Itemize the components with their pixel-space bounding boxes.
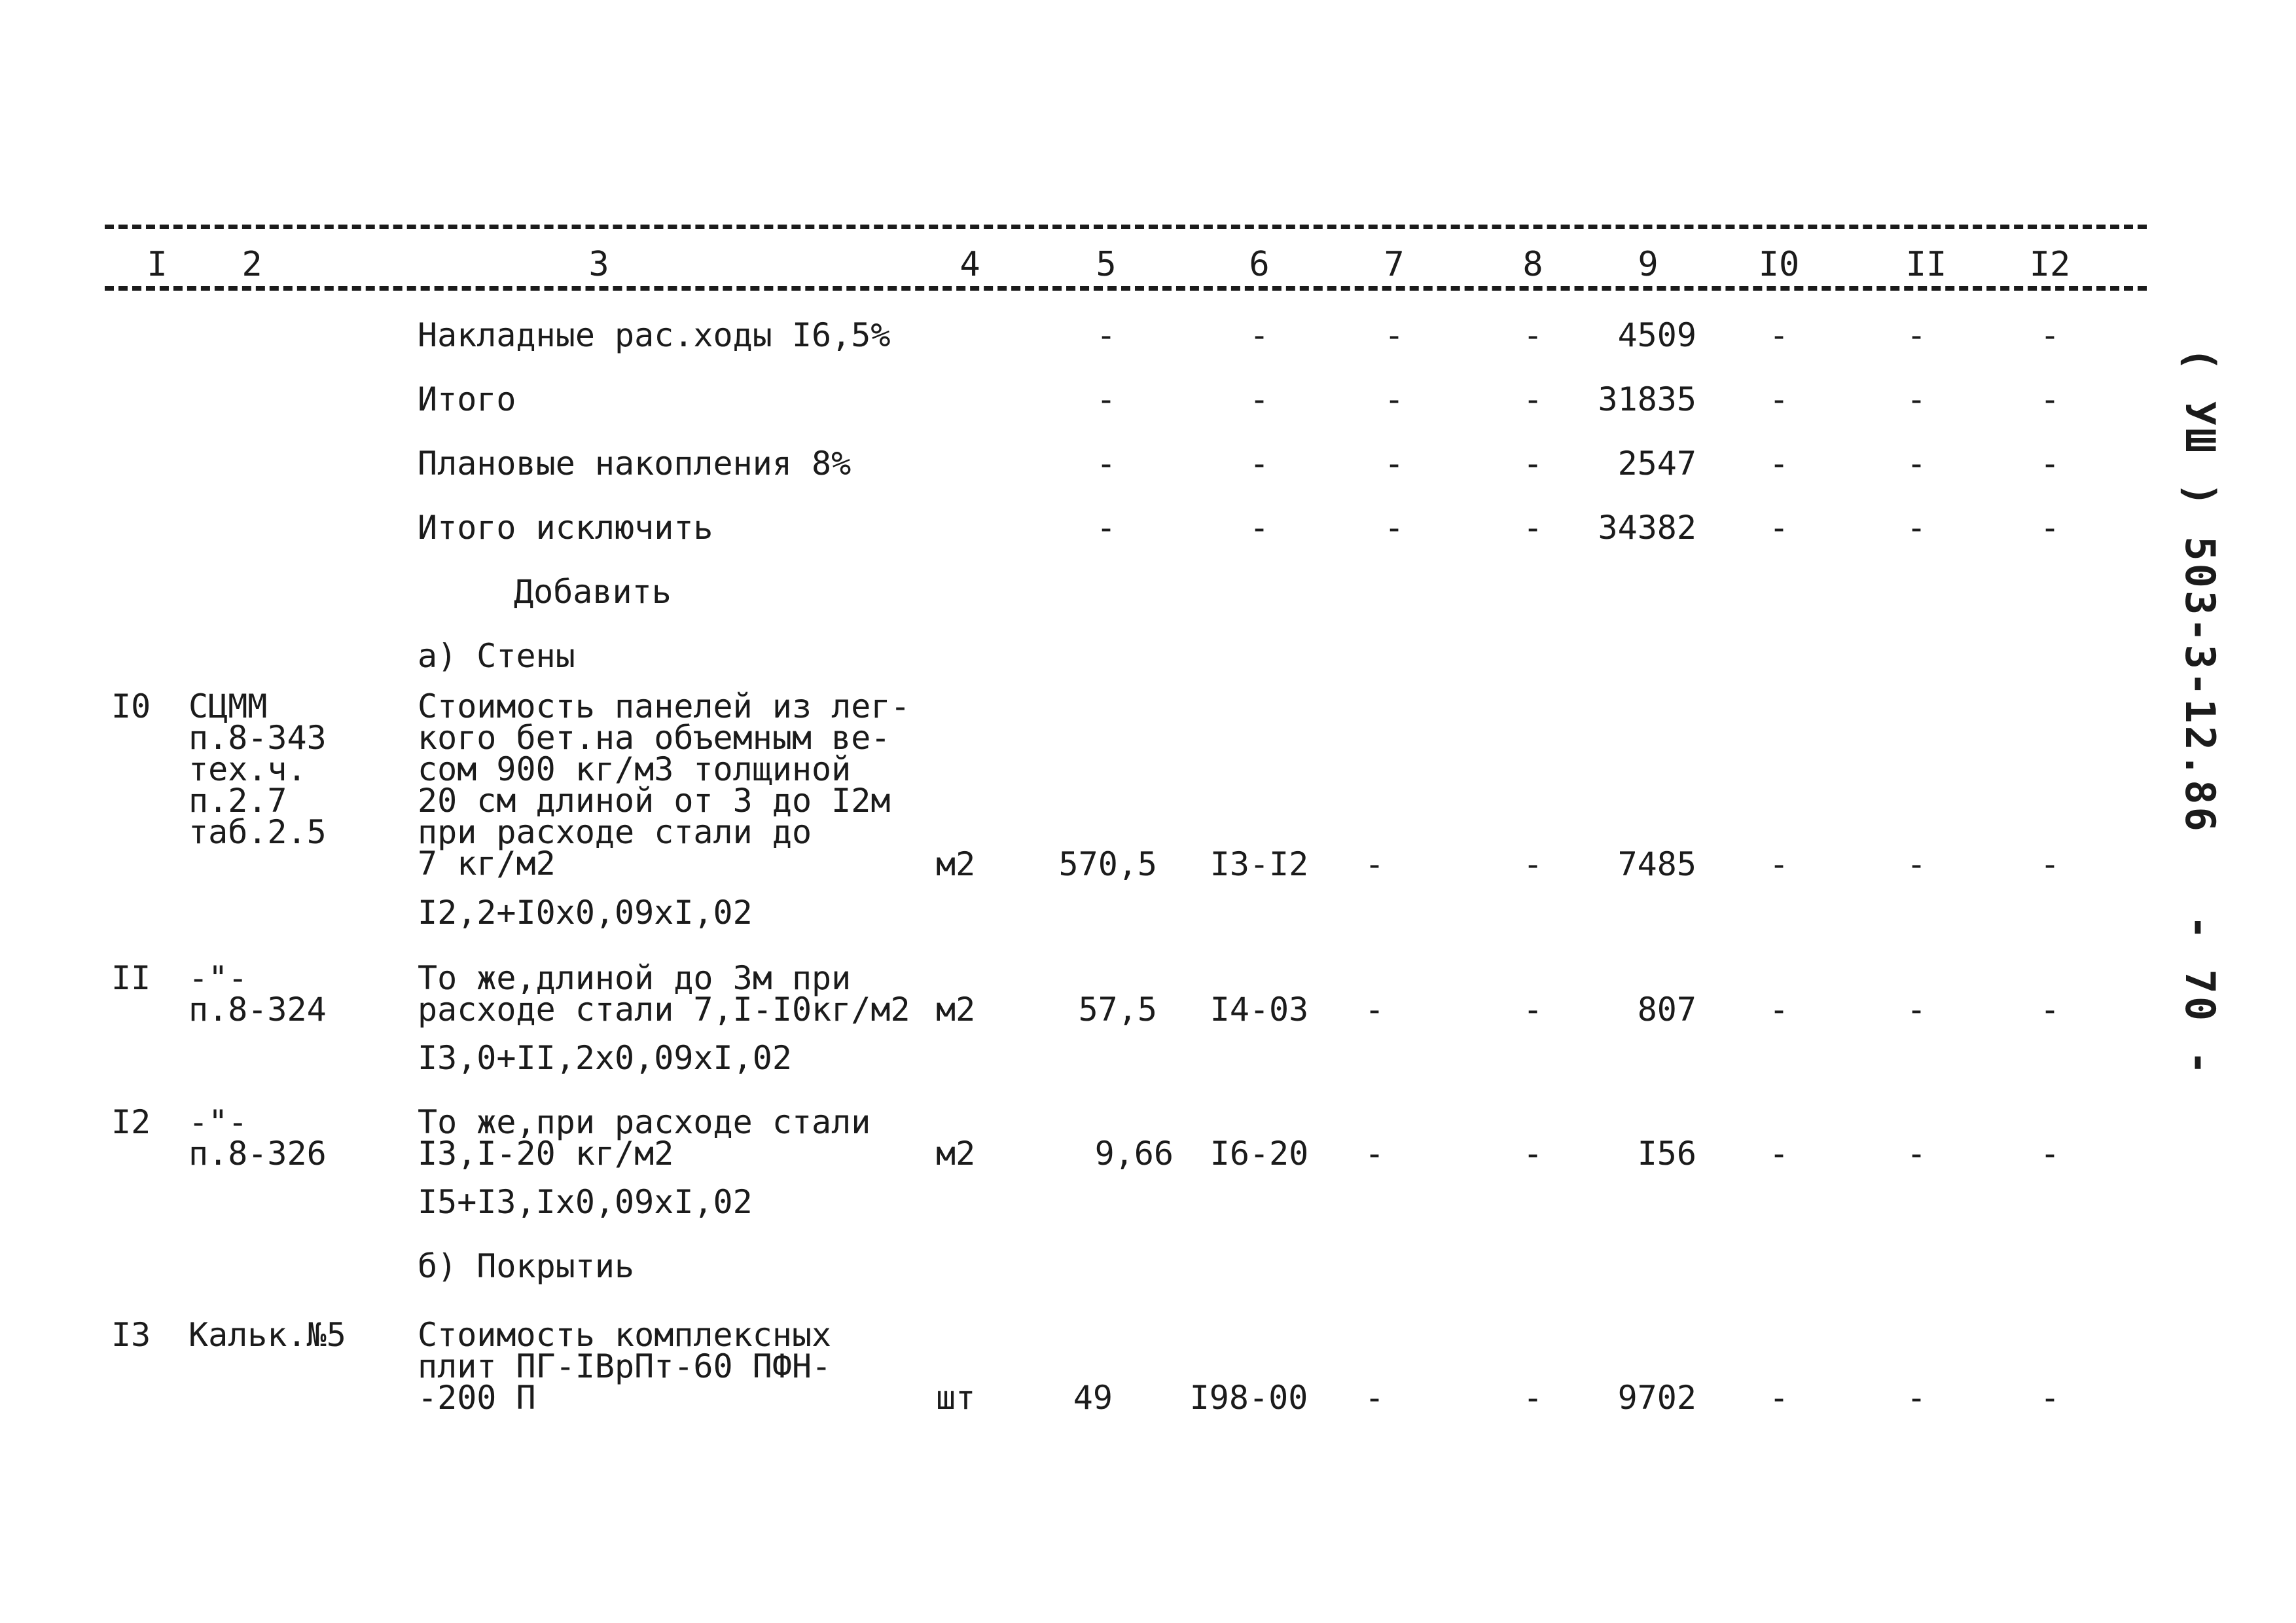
item-unit-price: I3-I2	[1210, 845, 1309, 883]
item-quantity: 49	[1073, 1379, 1113, 1417]
cell-col8: -	[1522, 1379, 1543, 1417]
cell-col6: -	[1249, 316, 1270, 354]
cell-col7: -	[1384, 316, 1405, 354]
item-reference: -"- п.8-326	[188, 1103, 327, 1173]
cell-col8: -	[1522, 845, 1543, 883]
col-header-5: 5	[1096, 245, 1117, 284]
cell-col6: -	[1249, 509, 1270, 547]
cell-col8: -	[1522, 316, 1543, 354]
cell-col10: -	[1768, 1379, 1789, 1417]
item-number: I0	[111, 687, 151, 725]
col-header-11: II	[1905, 245, 1947, 284]
cell-col5: -	[1096, 445, 1117, 483]
col-header-1: I	[147, 245, 168, 284]
cell-col6: -	[1249, 380, 1270, 418]
item-reference: -"- п.8-324	[188, 959, 327, 1029]
cell-col12: -	[2039, 445, 2060, 483]
item-number: I2	[111, 1103, 151, 1141]
item-number: I3	[111, 1316, 151, 1354]
cell-col12: -	[2039, 991, 2060, 1029]
col-header-9: 9	[1638, 245, 1659, 284]
cell-col7: -	[1384, 380, 1405, 418]
cell-col12: -	[2039, 845, 2060, 883]
item-unit-price: I4-03	[1210, 991, 1309, 1029]
item-reference: СЦММ п.8-343 тех.ч. п.2.7 таб.2.5	[188, 687, 327, 851]
section-add: Добавить	[514, 573, 672, 611]
item-description: Стоимость панелей из лег- кого бет.на объемным ве- сом 900 кг/м3 толщиной 20 см длиной от 3 до I2м при расходе стали до 7 кг/м2	[418, 687, 910, 883]
cell-col11: -	[1906, 445, 1927, 483]
cell-col9: 34382	[1598, 509, 1696, 547]
cell-col5: -	[1096, 316, 1117, 354]
cell-col11: -	[1906, 991, 1927, 1029]
cell-col12: -	[2039, 1135, 2060, 1173]
col-header-7: 7	[1384, 245, 1405, 284]
cell-col12: -	[2039, 316, 2060, 354]
cell-col10: -	[1768, 509, 1789, 547]
item-unit-price: I98-00	[1189, 1379, 1308, 1417]
col-header-2: 2	[242, 245, 262, 284]
cell-col7: -	[1364, 845, 1385, 883]
cell-col10: -	[1768, 991, 1789, 1029]
row-label: Накладные рас.ходы I6,5%	[418, 316, 891, 354]
cell-col8: -	[1522, 445, 1543, 483]
item-total: 9702	[1617, 1379, 1696, 1417]
header-top-rule	[105, 225, 2147, 229]
cell-col8: -	[1522, 380, 1543, 418]
cell-col7: -	[1364, 991, 1385, 1029]
cell-col10: -	[1768, 845, 1789, 883]
cell-col5: -	[1096, 509, 1117, 547]
item-total: I56	[1637, 1135, 1696, 1173]
section-roof: б) Покрытиь	[418, 1247, 635, 1285]
item-quantity: 570,5	[1058, 845, 1157, 883]
cell-col11: -	[1906, 316, 1927, 354]
item-formula: I5+I3,Ix0,09xI,02	[418, 1183, 753, 1221]
cell-col5: -	[1096, 380, 1117, 418]
item-formula: I2,2+I0x0,09xI,02	[418, 894, 753, 932]
cell-col11: -	[1906, 1135, 1927, 1173]
cell-col10: -	[1768, 445, 1789, 483]
item-unit: м2	[936, 991, 976, 1029]
item-description: Стоимость комплексных плит ПГ-IВрПт-60 ПФН- -200 П	[418, 1316, 832, 1417]
cell-col10: -	[1768, 316, 1789, 354]
cell-col7: -	[1384, 445, 1405, 483]
col-header-12: I2	[2029, 245, 2071, 284]
item-quantity: 9,66	[1094, 1135, 1174, 1173]
col-header-4: 4	[960, 245, 980, 284]
side-annotation: ( УШ ) 503-3-12.86 - 70 -	[2176, 347, 2224, 1078]
col-header-8: 8	[1522, 245, 1543, 284]
row-label: Итого исключить	[418, 509, 713, 547]
item-quantity: 57,5	[1078, 991, 1157, 1029]
header-bottom-rule	[105, 286, 2147, 291]
item-unit: м2	[936, 845, 976, 883]
cell-col6: -	[1249, 445, 1270, 483]
cell-col9: 2547	[1617, 445, 1696, 483]
item-unit: м2	[936, 1135, 976, 1173]
cell-col8: -	[1522, 991, 1543, 1029]
cell-col12: -	[2039, 1379, 2060, 1417]
cell-col7: -	[1384, 509, 1405, 547]
item-description: То же,при расходе стали I3,I-20 кг/м2	[418, 1103, 871, 1173]
item-number: II	[111, 959, 151, 997]
cell-col11: -	[1906, 1379, 1927, 1417]
cell-col7: -	[1364, 1135, 1385, 1173]
cell-col9: 31835	[1598, 380, 1696, 418]
cell-col10: -	[1768, 380, 1789, 418]
col-header-3: 3	[588, 245, 609, 284]
cell-col7: -	[1364, 1379, 1385, 1417]
row-label: Итого	[418, 380, 516, 418]
item-total: 807	[1637, 991, 1696, 1029]
cell-col8: -	[1522, 1135, 1543, 1173]
cell-col11: -	[1906, 509, 1927, 547]
cell-col11: -	[1906, 380, 1927, 418]
item-unit-price: I6-20	[1210, 1135, 1309, 1173]
item-formula: I3,0+II,2x0,09xI,02	[418, 1039, 792, 1077]
section-walls: а) Стены	[418, 637, 575, 675]
cell-col12: -	[2039, 509, 2060, 547]
col-header-10: I0	[1758, 245, 1800, 284]
item-unit: шт	[936, 1379, 976, 1417]
item-description: То же,длиной до 3м при расходе стали 7,I-I0кг/м2	[418, 959, 910, 1029]
row-label: Плановые накопления 8%	[418, 445, 852, 483]
cell-col9: 4509	[1617, 316, 1696, 354]
item-reference: Кальк.№5	[188, 1316, 346, 1354]
item-total: 7485	[1617, 845, 1696, 883]
cell-col11: -	[1906, 845, 1927, 883]
cell-col8: -	[1522, 509, 1543, 547]
cell-col12: -	[2039, 380, 2060, 418]
col-header-6: 6	[1249, 245, 1270, 284]
cell-col10: -	[1768, 1135, 1789, 1173]
